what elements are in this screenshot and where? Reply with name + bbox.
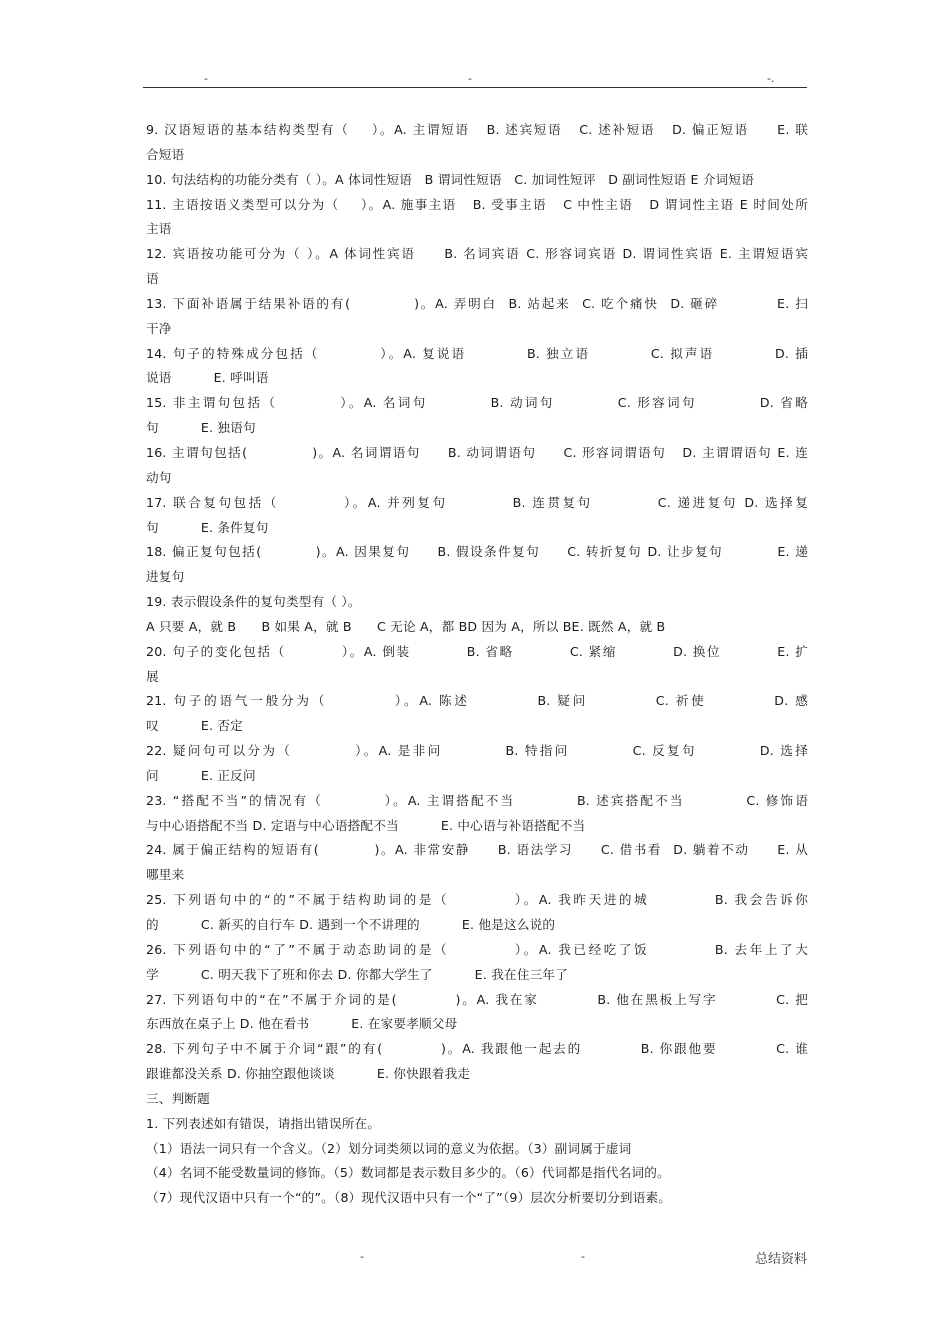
text-line: 25. 下列语句中的“的”不属于结构助词的是（ ）。A. 我昨天进的城 B. 我会告诉你 bbox=[146, 892, 808, 908]
text-line: 20. 句子的变化包括（ ）。A. 倒装 B. 省略 C. 紧缩 D. 换位 E. 扩 bbox=[146, 643, 808, 659]
text-line: 18. 偏正复句包括( )。A. 因果复句 B. 假设条件复句 C. 转折复句 D. 让步复句 E. 递 bbox=[146, 544, 808, 560]
text-line: 22. 疑问句可以分为（ ）。A. 是非问 B. 特指问 C. 反复句 D. 选择 bbox=[146, 743, 808, 759]
text-line: 27. 下列语句中的“在”不属于介词的是( )。A. 我在家 B. 他在黑板上写字 C. 把 bbox=[146, 991, 808, 1007]
text-line: （4）名词不能受数量词的修饰。（5）数词都是表示数目多少的。（6）代词都是指代名词的。 bbox=[146, 1165, 670, 1181]
text-line: 动句 bbox=[146, 469, 172, 485]
text-line: 展 bbox=[146, 668, 159, 684]
text-line: 说语 E. 呼叫语 bbox=[146, 370, 269, 386]
footer-label: 总结资料 bbox=[754, 1252, 807, 1267]
text-line: 语 bbox=[146, 271, 159, 287]
text-line: 东西放在桌子上 D. 他在看书 E. 在家要孝顺父母 bbox=[146, 1016, 458, 1032]
text-line: 1. 下列表述如有错误，请指出错误所在。 bbox=[146, 1115, 381, 1131]
text-line: 26. 下列语句中的“了”不属于动态助词的是（ ）。A. 我已经吃了饭 B. 去年上了大 bbox=[146, 941, 808, 957]
text-line: 的 C. 新买的自行车 D. 遇到一个不讲理的 E. 他是这么说的 bbox=[146, 917, 556, 932]
text-line: 11. 主语按语义类型可以分为（ ）。A. 施事主语 B. 受事主语 C 中性主语 D 谓词性主语 E 时间处所 bbox=[146, 196, 808, 212]
text-line: 与中心语搭配不当 D. 定语与中心语搭配不当 E. 中心语与补语搭配不当 bbox=[146, 817, 586, 833]
text-line: 跟谁都没关系 D. 你抽空跟他谈谈 E. 你快跟着我走 bbox=[146, 1066, 471, 1082]
text-line: A 只要 A，就 B B 如果 A，就 B C 无论 A，都 BD 因为 A，所以 BE. 既然 A，就 B bbox=[146, 618, 666, 634]
text-line: 23. “搭配不当”的情况有（ ）。A. 主谓搭配不当 B. 述宾搭配不当 C. 修饰语 bbox=[146, 792, 808, 808]
header-mark-right: -. bbox=[767, 72, 775, 85]
text-line: 干净 bbox=[146, 320, 172, 336]
text-line: 哪里来 bbox=[146, 867, 185, 883]
text-line: 主语 bbox=[146, 221, 172, 237]
header-mark-left: - bbox=[204, 72, 208, 85]
text-line: （1）语法一词只有一个含义。（2）划分词类须以词的意义为依据。（3）副词属于虚词 bbox=[146, 1140, 632, 1156]
footer-mark-left: - bbox=[360, 1250, 364, 1263]
text-line: 24. 属于偏正结构的短语有( )。A. 非常安静 B. 语法学习 C. 借书看 D. 躺着不动 E. 从 bbox=[146, 842, 808, 858]
header-rule bbox=[143, 87, 807, 88]
header-mark-center: - bbox=[468, 72, 472, 85]
text-line: 13. 下面补语属于结果补语的有( )。A. 弄明白 B. 站起来 C. 吃个痛快 D. 砸碎 E. 扫 bbox=[146, 295, 808, 311]
text-line: 三、判断题 bbox=[146, 1090, 210, 1106]
text-line: 21. 句子的语气一般分为（ ）。A. 陈述 B. 疑问 C. 祈使 D. 感 bbox=[146, 693, 808, 709]
text-line: 句 E. 条件复句 bbox=[146, 519, 269, 535]
text-line: 合短语 bbox=[146, 146, 185, 162]
document-body bbox=[146, 118, 808, 1211]
text-line: 问 E. 正反问 bbox=[146, 767, 256, 783]
text-line: （7）现代汉语中只有一个“的”。（8）现代汉语中只有一个“了”（9）层次分析要切分到语素。 bbox=[146, 1190, 672, 1206]
text-line: 19. 表示假设条件的复句类型有（ ）。 bbox=[146, 594, 361, 610]
text-line: 14. 句子的特殊成分包括（ ）。A. 复说语 B. 独立语 C. 拟声语 D. 插 bbox=[146, 345, 808, 361]
footer-mark-right: - bbox=[581, 1250, 585, 1263]
text-line: 学 C. 明天我下了班和你去 D. 你都大学生了 E. 我在住三年了 bbox=[146, 966, 568, 982]
text-line: 17. 联合复句包括（ ）。A. 并列复句 B. 连贯复句 C. 递进复句 D. 选择复 bbox=[146, 494, 808, 510]
text-line: 12. 宾语按功能可分为（ ）。A 体词性宾语 B. 名词宾语 C. 形容词宾语 D. 谓词性宾语 E. 主谓短语宾 bbox=[146, 246, 808, 262]
text-line: 16. 主谓句包括( )。A. 名词谓语句 B. 动词谓语句 C. 形容词谓语句 D. 主谓谓语句 E. 连 bbox=[146, 444, 808, 460]
text-line: 叹 E. 否定 bbox=[146, 718, 243, 734]
text-line: 9. 汉语短语的基本结构类型有（ ）。A. 主谓短语 B. 述宾短语 C. 述补短语 D. 偏正短语 E. 联 bbox=[146, 122, 808, 137]
text-line: 15. 非主谓句包括（ ）。A. 名词句 B. 动词句 C. 形容词句 D. 省略 bbox=[146, 395, 808, 411]
text-line: 进复句 bbox=[146, 569, 185, 585]
text-line: 10. 句法结构的功能分类有（ ）。A 体词性短语 B 谓词性短语 C. 加词性短评 D 副词性短语 E 介词短语 bbox=[146, 171, 755, 187]
text-line: 28. 下列句子中不属于介词“跟”的有( )。A. 我跟他一起去的 B. 你跟他要 C. 谁 bbox=[146, 1041, 808, 1057]
text-line: 句 E. 独语句 bbox=[146, 420, 256, 436]
